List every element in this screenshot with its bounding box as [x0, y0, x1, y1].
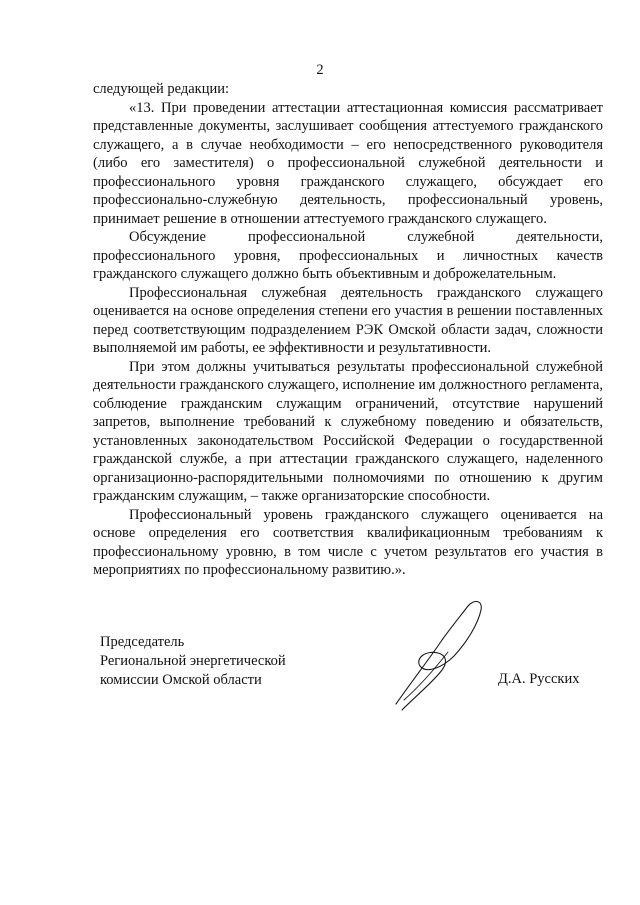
handwritten-signature — [382, 596, 492, 721]
signatory-name: Д.А. Русских — [498, 671, 580, 687]
signatory-title-line-2: Региональной энергетической — [100, 653, 286, 669]
paragraph-activity-assessment: Профессиональная служебная деятельность гражданского служащего оценивается на основе определения степени его участия в решении поставленных перед соответствующим подразделением РЭК Омской области задач, сложности выполняемой им работы, ее эффективности и результативности. — [93, 284, 603, 356]
paragraph-discussion: Обсуждение профессиональной служебной деятельности, профессионального уровня, профессиональных и личностных качеств гражданского служащего должно быть объективным и доброжелательным. — [93, 229, 603, 282]
signatory-title-line-3: комиссии Омской области — [100, 672, 262, 688]
signatory-title-line-1: Председатель — [100, 634, 185, 650]
page-number: 2 — [316, 62, 324, 78]
paragraph-professional-level: Профессиональный уровень гражданского служащего оценивается на основе определения его соответствия квалификационным требованиям к профессиональному уровню, в том числе с учетом результатов его участия в мероприятиях по профессиональному развитию.». — [93, 506, 603, 578]
paragraph-lead-in: следующей редакции: — [93, 81, 230, 97]
paragraph-clause-13: «13. При проведении аттестации аттестационная комиссия рассматривает представленные документы, заслушивает сообщения аттестуемого гражданского служащего, а в случае необходимости – его непосредственного руководителя (либо его заместителя) о профессиональной служебной деятельности и профессионального уровня гражданского служащего, обсуждает его профессионально-служебную деятельность, профессиональный уровень, принимает решение в отношении аттестуемого гражданского служащего. — [93, 99, 603, 227]
signatory-title — [100, 633, 286, 690]
document-body — [93, 80, 603, 580]
paragraph-considered-results: При этом должны учитываться результаты профессиональной служебной деятельности гражданского служащего, исполнение им должностного регламента, соблюдение гражданским служащим ограничений, отсутствие нарушений запретов, выполнение требований к служебному поведению и обязательств, установленных законодательством Российской Федерации о государственной гражданской службе, а при аттестации гражданского служащего, наделенного организационно-распорядительными полномочиями по отношению к другим гражданским служащим, – также организаторские способности. — [93, 358, 603, 504]
